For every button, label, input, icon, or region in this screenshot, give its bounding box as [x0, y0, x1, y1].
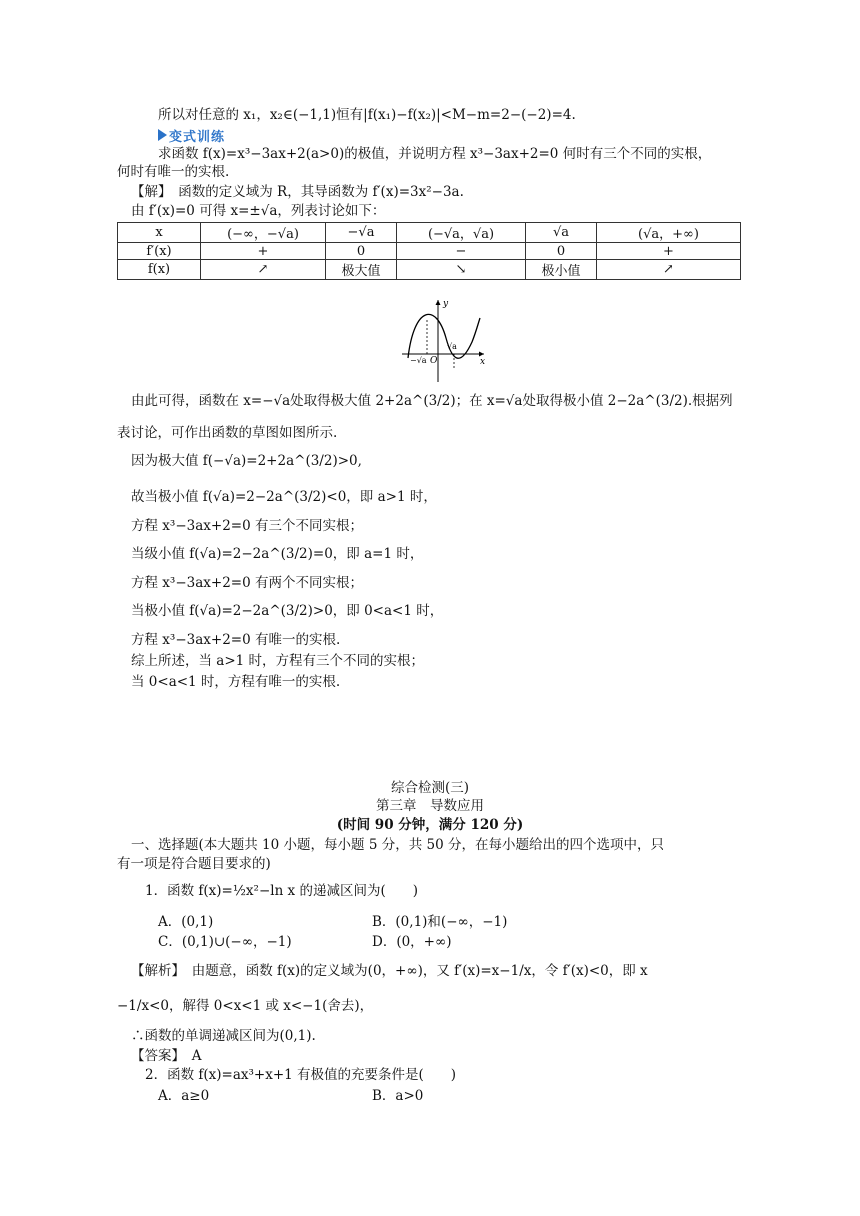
function-sketch	[398, 298, 490, 384]
answer-line: 【答案】 A	[131, 1048, 202, 1064]
table-cell: 0	[326, 243, 397, 260]
text-line: 综上所述，当 a>1 时，方程有三个不同的实根；	[131, 653, 425, 669]
question-1: 1．函数 f(x)=½x²−ln x 的递减区间为( )	[145, 883, 418, 899]
table-cell: ↗	[201, 260, 326, 280]
chapter-title: 第三章 导数应用	[376, 798, 484, 814]
pos-root-label: √a	[447, 342, 457, 351]
table-cell: 极大值	[326, 260, 397, 280]
table-cell: 极小值	[526, 260, 597, 280]
table-cell: x	[118, 223, 201, 243]
text-line: 方程 x³−3ax+2=0 有唯一的实根.	[131, 632, 341, 648]
solution-line-1: 【解】 函数的定义域为 R，其导函数为 f′(x)=3x²−3a.	[131, 184, 464, 200]
option-c: C．(0,1)∪(−∞，−1)	[158, 934, 292, 950]
q2-option-b: B．a>0	[372, 1088, 424, 1104]
analysis-line-3: ∴函数的单调递减区间为(0,1).	[131, 1028, 316, 1044]
section-heading-1: 一、选择题(本大题共 10 小题，每小题 5 分，共 50 分，在每小题给出的四个选项中，只	[131, 837, 664, 853]
text-line: 方程 x³−3ax+2=0 有三个不同实根；	[131, 518, 363, 534]
analysis-line-1: 【解析】 由题意，函数 f(x)的定义域为(0，+∞)，又 f′(x)=x−1/x，令 f′(x)<0，即 x	[131, 963, 648, 979]
table-cell: +	[201, 243, 326, 260]
text-line: 当级小值 f(√a)=2−2a^(3/2)=0，即 a=1 时，	[131, 546, 424, 562]
question-line-2: 何时有唯一的实根.	[117, 164, 230, 180]
variant-training-tag	[158, 127, 225, 143]
table-cell: −	[397, 243, 526, 260]
table-cell: ↗	[597, 260, 741, 280]
variation-table	[117, 222, 741, 280]
section-title: 综合检测(三)	[390, 780, 470, 796]
text-line: 当极小值 f(√a)=2−2a^(3/2)>0，即 0<a<1 时，	[131, 603, 444, 619]
neg-root-label: −√a	[410, 356, 427, 365]
table-row	[118, 223, 741, 243]
analysis-line-2: −1/x<0，解得 0<x<1 或 x<−1(舍去)，	[117, 998, 374, 1014]
section-heading-2: 有一项是符合题目要求的)	[117, 856, 271, 872]
text-line: 当 0<a<1 时，方程有唯一的实根.	[131, 674, 341, 690]
table-cell: √a	[526, 223, 597, 243]
y-label: y	[443, 299, 449, 309]
table-cell: (−√a，√a)	[397, 223, 526, 243]
x-axis-arrow	[479, 352, 484, 357]
option-b: B．(0,1)和(−∞，−1)	[372, 914, 508, 930]
exam-info: (时间 90 分钟，满分 120 分)	[336, 817, 524, 833]
question-line-1: 求函数 f(x)=x³−3ax+2(a>0)的极值，并说明方程 x³−3ax+2=0 何时有三个不同的实根，	[158, 146, 712, 162]
option-d: D．(0，+∞)	[372, 934, 452, 950]
text-line: 方程 x³−3ax+2=0 有两个不同实根；	[131, 575, 363, 591]
table-row	[118, 260, 741, 280]
curve	[408, 314, 480, 358]
y-axis-arrow	[436, 300, 441, 305]
text-line: 故当极小值 f(√a)=2−2a^(3/2)<0，即 a>1 时，	[131, 489, 437, 505]
option-a: A．(0,1)	[158, 914, 214, 930]
table-cell: (−∞，−√a)	[201, 223, 326, 243]
solution-line-2: 由 f′(x)=0 可得 x=±√a，列表讨论如下：	[131, 203, 386, 219]
q2-option-a: A．a≥0	[158, 1088, 210, 1104]
x-label: x	[480, 357, 486, 367]
table-cell: +	[597, 243, 741, 260]
triangle-icon	[158, 129, 167, 141]
table-cell: f(x)	[118, 260, 201, 280]
table-row	[118, 243, 741, 260]
table-cell: ↘	[397, 260, 526, 280]
text-line: 由此可得，函数在 x=−√a处取得极大值 2+2a^(3/2)；在 x=√a处取得极小值 2−2a^(3/2).根据列	[131, 393, 733, 409]
origin-label: O	[430, 356, 438, 366]
table-cell: 0	[526, 243, 597, 260]
text-line: 因为极大值 f(−√a)=2+2a^(3/2)>0,	[131, 453, 362, 469]
text-line: 表讨论，可作出函数的草图如图所示.	[117, 425, 338, 441]
text-line-1: 所以对任意的 x₁，x₂∈(−1,1)恒有|f(x₁)−f(x₂)|<M−m=2−(−2)=4.	[158, 107, 576, 123]
table-cell: −√a	[326, 223, 397, 243]
table-cell: (√a，+∞)	[597, 223, 741, 243]
variant-training-label: 变式训练	[169, 129, 226, 145]
table-cell: f′(x)	[118, 243, 201, 260]
question-2: 2．函数 f(x)=ax³+x+1 有极值的充要条件是( )	[145, 1067, 457, 1083]
